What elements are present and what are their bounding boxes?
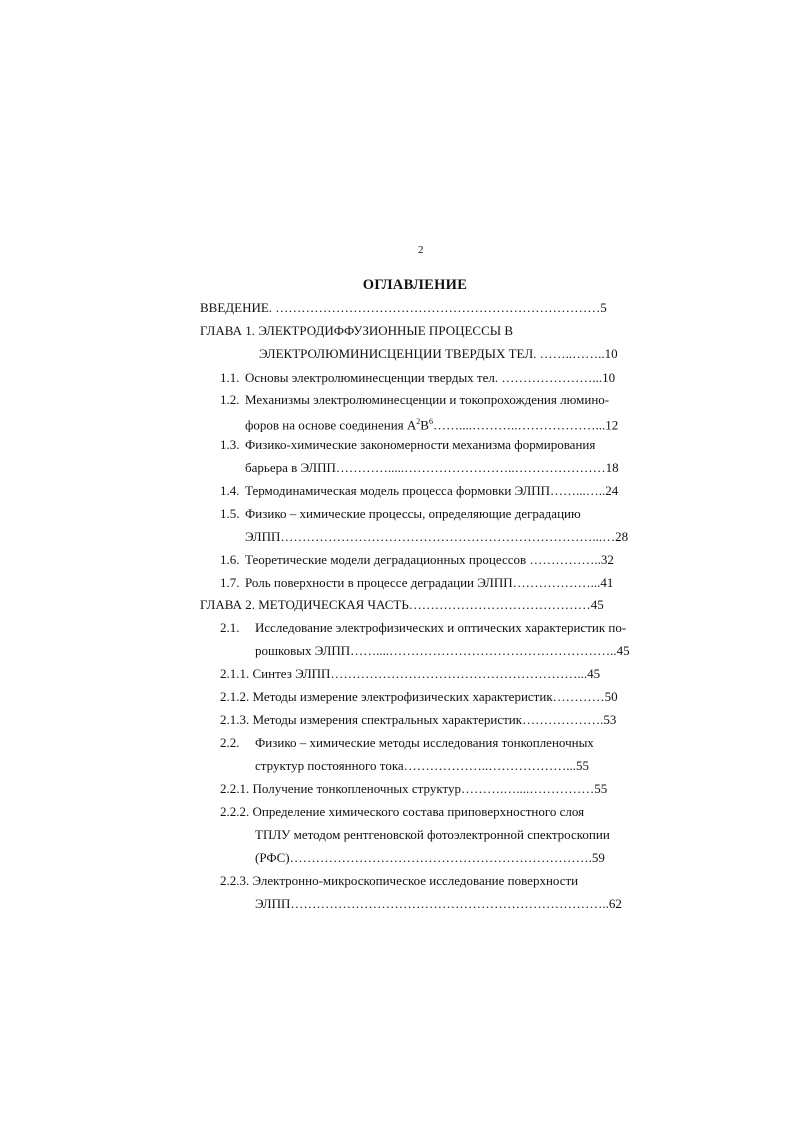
section-number: 1.4. bbox=[220, 483, 240, 498]
toc-entry-2-2-2: 2.2.2. Определение химического состава приповерхностного слоя bbox=[220, 804, 585, 819]
superscript: 6 bbox=[428, 417, 433, 426]
section-number: 1.5. bbox=[220, 506, 240, 521]
toc-entry-2-2-cont: структур постоянного тока………………..………………...55 bbox=[255, 758, 589, 773]
section-number: 1.6. bbox=[220, 552, 240, 567]
toc-entry-1-5-cont: ЭЛПП………………………………………………………………...…28 bbox=[245, 529, 629, 544]
toc-entry-2-2 bbox=[220, 735, 594, 751]
section-title: Роль поверхности в процессе деградации ЭЛПП………………...41 bbox=[245, 575, 614, 590]
section-number: 1.3. bbox=[220, 437, 240, 452]
toc-entry-1-2 bbox=[220, 392, 609, 408]
toc-entry-chapter-1-cont: ЭЛЕКТРОЛЮМИНИСЦЕНЦИИ ТВЕРДЫХ ТЕЛ. ……..……..10 bbox=[259, 346, 618, 361]
toc-entry-chapter-1: ГЛАВА 1. ЭЛЕКТРОДИФФУЗИОННЫЕ ПРОЦЕССЫ В bbox=[200, 323, 514, 338]
section-title: Основы электролюминесценции твердых тел. …………………...10 bbox=[245, 370, 616, 385]
toc-entry-2-2-2-cont-2: (РФС)…………………………………………………………….59 bbox=[255, 850, 605, 865]
toc-entry-chapter-2: ГЛАВА 2. МЕТОДИЧЕСКАЯ ЧАСТЬ……………………………………45 bbox=[200, 597, 604, 612]
toc-entry-1-2-cont bbox=[245, 414, 618, 433]
toc-entry-1-4 bbox=[220, 483, 618, 499]
toc-title: ОГЛАВЛЕНИЕ bbox=[362, 277, 468, 293]
toc-entry-2-2-2-cont: ТПЛУ методом рентгеновской фотоэлектронной спектроскопии bbox=[255, 827, 610, 842]
section-number: 1.1. bbox=[220, 370, 240, 385]
text-fragment: B bbox=[420, 417, 429, 433]
section-title: Физико – химические методы исследования тонкопленочных bbox=[255, 735, 594, 750]
toc-entry-2-2-3-cont: ЭЛПП………………………………………………………………..62 bbox=[255, 896, 622, 911]
text-fragment: форов на основе соединения A bbox=[245, 417, 417, 433]
toc-entry-2-1-3: 2.1.3. Методы измерения спектральных характеристик……………….53 bbox=[220, 712, 617, 727]
superscript: 2 bbox=[416, 417, 421, 426]
toc-entry-2-2-1: 2.2.1. Получение тонкопленочных структур……….…....……………55 bbox=[220, 781, 608, 796]
toc-entry-1-5 bbox=[220, 506, 581, 522]
text-fragment: ……....………..………………...12 bbox=[432, 417, 619, 433]
toc-entry-2-1-cont: рошковых ЭЛПП……....……………………………………………..45 bbox=[255, 643, 630, 658]
toc-entry-1-3 bbox=[220, 437, 595, 453]
toc-entry-2-2-3: 2.2.3. Электронно-микроскопическое исследование поверхности bbox=[220, 873, 579, 888]
section-title: Исследование электрофизических и оптических характеристик по- bbox=[255, 620, 627, 635]
section-number: 2.1. bbox=[220, 620, 240, 635]
toc-entry-intro: ВВЕДЕНИЕ. …………………………………………………………………5 bbox=[200, 300, 607, 315]
section-number: 1.2. bbox=[220, 392, 240, 407]
toc-entry-1-6 bbox=[220, 552, 614, 568]
section-title: Физико-химические закономерности механизма формирования bbox=[245, 437, 596, 452]
section-title: Механизмы электролюминесценции и токопрохождения люмино- bbox=[245, 392, 610, 407]
section-title: Физико – химические процессы, определяющие деградацию bbox=[245, 506, 581, 521]
toc-entry-2-1-2: 2.1.2. Методы измерение электрофизических характеристик…………50 bbox=[220, 689, 618, 704]
toc-entry-1-3-cont: барьера в ЭЛПП………….....……………………..…………………18 bbox=[245, 460, 619, 475]
section-title: Термодинамическая модель процесса формовки ЭЛПП……...…..24 bbox=[245, 483, 619, 498]
section-number: 1.7. bbox=[220, 575, 240, 590]
toc-entry-2-1 bbox=[220, 620, 626, 636]
section-number: 2.2. bbox=[220, 735, 240, 750]
toc-entry-1-1 bbox=[220, 370, 615, 386]
page-number: 2 bbox=[418, 244, 424, 256]
toc-entry-2-1-1: 2.1.1. Синтез ЭЛПП…………………………………………………...45 bbox=[220, 666, 601, 681]
toc-entry-1-7 bbox=[220, 575, 613, 591]
section-title: Теоретические модели деградационных процессов ……………..32 bbox=[245, 552, 614, 567]
